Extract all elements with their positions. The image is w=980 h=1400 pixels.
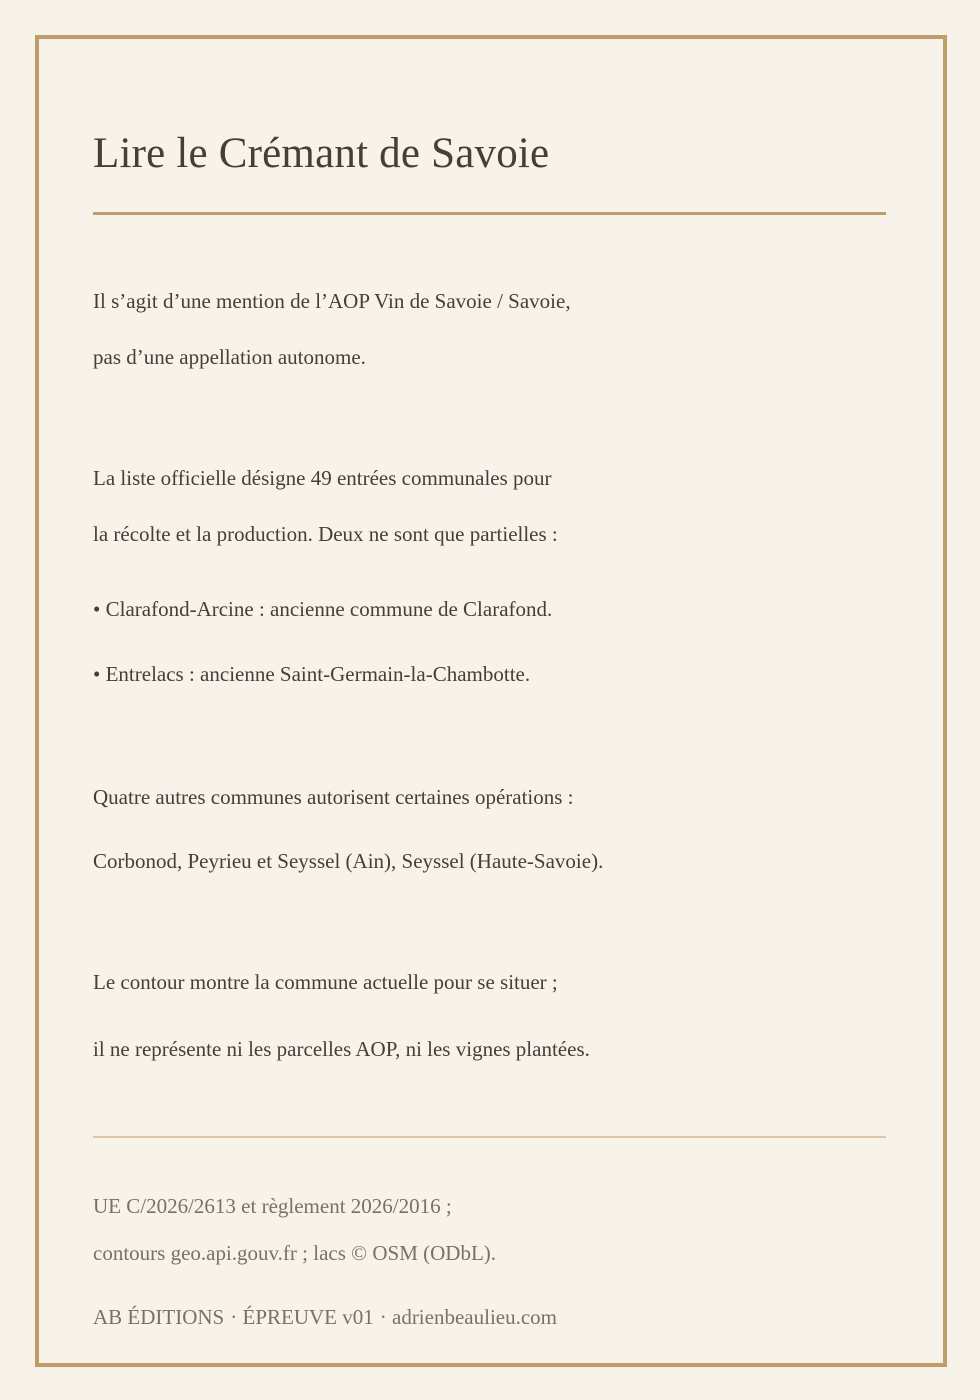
website-link[interactable]: · adrienbeaulieu.com — [379, 1305, 557, 1329]
title-divider — [93, 212, 886, 215]
publisher-name: AB ÉDITIONS — [93, 1305, 225, 1329]
proof-version: · ÉPREUVE v01 — [230, 1305, 374, 1329]
list-intro-line-2: la récolte et la production. Deux ne sont que partielles : — [93, 522, 558, 546]
page-frame — [35, 35, 947, 1367]
contour-line-2: il ne représente ni les parcelles AOP, ni les vignes plantées. — [93, 1037, 590, 1061]
operations-line-1: Quatre autres communes autorisent certaines opérations : — [93, 785, 574, 809]
sources-line-1: UE C/2026/2613 et règlement 2026/2016 ; — [93, 1194, 452, 1218]
footer-divider — [93, 1136, 886, 1138]
list-intro-line-1: La liste officielle désigne 49 entrées communales pour — [93, 466, 552, 490]
contour-line-1: Le contour montre la commune actuelle pour se situer ; — [93, 970, 558, 994]
sources-line-2: contours geo.api.gouv.fr ; lacs © OSM (ODbL). — [93, 1241, 497, 1265]
intro-line-1: Il s’agit d’une mention de l’AOP Vin de Savoie / Savoie, — [93, 289, 571, 313]
imprint — [93, 1303, 557, 1331]
bullet-entrelacs: • Entrelacs : ancienne Saint-Germain-la-Chambotte. — [93, 662, 531, 686]
intro-line-2: pas d’une appellation autonome. — [93, 345, 366, 369]
operations-line-2: Corbonod, Peyrieu et Seyssel (Ain), Seyssel (Haute-Savoie). — [93, 849, 604, 873]
page-title: Lire le Crémant de Savoie — [93, 130, 550, 177]
bullet-clarafond: • Clarafond-Arcine : ancienne commune de Clarafond. — [93, 597, 553, 621]
